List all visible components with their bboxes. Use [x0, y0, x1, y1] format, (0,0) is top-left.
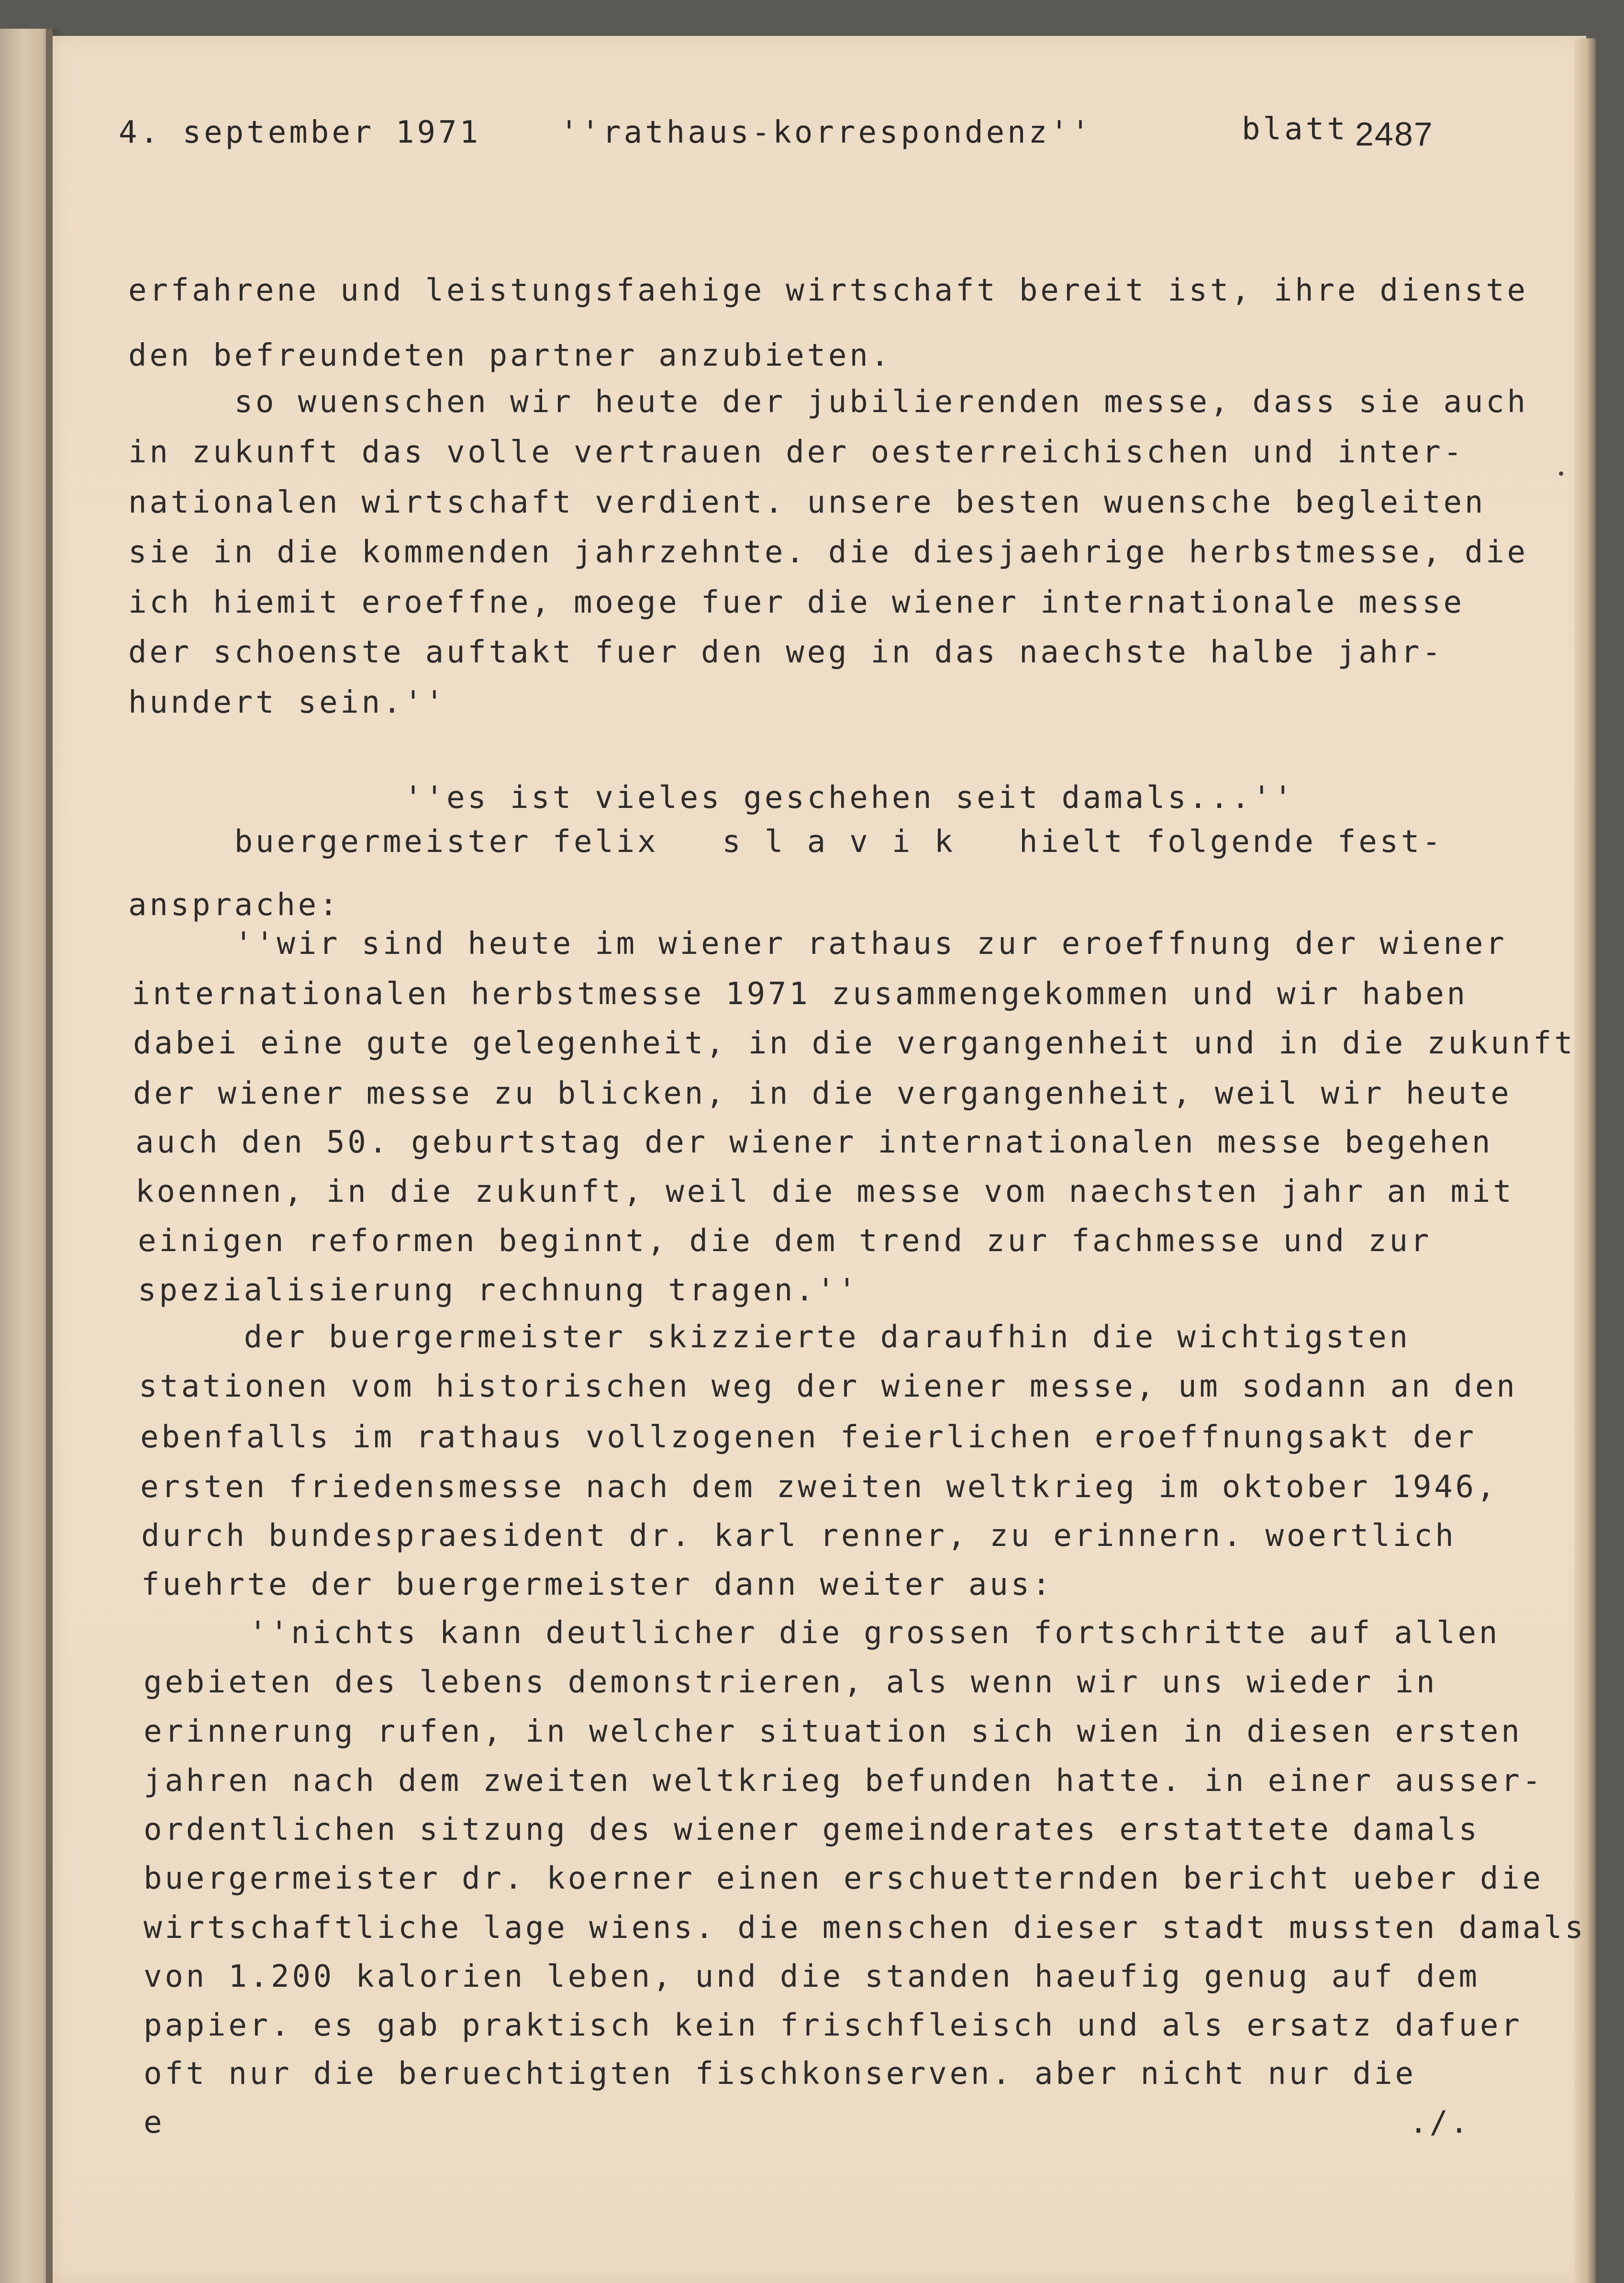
body-line: internationalen herbstmesse 1971 zusammengekommen und wir haben [132, 976, 1468, 1012]
body-line: buergermeister dr. koerner einen erschuetternden bericht ueber die [144, 1861, 1544, 1896]
body-line: ersten friedensmesse nach dem zweiten weltkrieg im oktober 1946, [140, 1469, 1498, 1505]
body-line: in zukunft das volle vertrauen der oesterreichischen und inter- [128, 435, 1465, 470]
body-line: hundert sein.'' [128, 685, 446, 720]
header-sheet-number: 2487 [1355, 115, 1434, 153]
body-line: ich hiemit eroeffne, moege fuer die wiener internationale messe [128, 585, 1465, 620]
body-line: stationen vom historischen weg der wiener messe, um sodann an den [139, 1369, 1518, 1404]
header-sheet-label: blatt [1242, 112, 1348, 147]
body-line: jahren nach dem zweiten weltkrieg befunden hatte. in einer ausser- [144, 1763, 1544, 1799]
body-line: erfahrene und leistungsfaehige wirtschaft bereit ist, ihre dienste [128, 273, 1528, 308]
body-line: von 1.200 kalorien leben, und die standen haeufig genug auf dem [144, 1959, 1480, 1994]
body-line: den befreundeten partner anzubieten. [128, 338, 892, 373]
body-line: papier. es gab praktisch kein frischfleisch und als ersatz dafuer [144, 2008, 1523, 2043]
body-line: ansprache: [128, 887, 341, 923]
body-line: so wuenschen wir heute der jubilierenden messe, dass sie auch [128, 384, 1528, 420]
body-line: der schoenste auftakt fuer den weg in das naechste halbe jahr- [128, 635, 1444, 670]
body-line: ''wir sind heute im wiener rathaus zur eroeffnung der wiener [128, 926, 1507, 962]
section-heading: ''es ist vieles geschehen seit damals...'' [128, 780, 1295, 816]
body-line: ordentlichen sitzung des wiener gemeinderates erstattete damals [144, 1812, 1480, 1847]
body-line: einigen reformen beginnt, die dem trend zur fachmesse und zur [138, 1223, 1432, 1259]
body-line: oft nur die beruechtigten fischkonserven. aber nicht nur die [144, 2056, 1416, 2092]
header-date: 4. september 1971 [119, 115, 481, 150]
body-line: wirtschaftliche lage wiens. die menschen dieser stadt mussten damals [144, 1910, 1586, 1946]
body-line: buergermeister felix s l a v i k hielt folgende fest- [128, 824, 1444, 860]
body-line: der wiener messe zu blicken, in die vergangenheit, weil wir heute [133, 1076, 1512, 1111]
continuation-mark: ./. [1409, 2105, 1470, 2140]
paper-speck [1559, 471, 1563, 476]
body-line: ''nichts kann deutlicher die grossen fortschritte auf allen [143, 1615, 1501, 1651]
body-line: spezialisierung rechnung tragen.'' [138, 1273, 859, 1308]
body-line: erinnerung rufen, in welcher situation sich wien in diesen ersten [144, 1714, 1523, 1749]
body-line: durch bundespraesident dr. karl renner, zu erinnern. woertlich [141, 1518, 1457, 1554]
body-line: auch den 50. geburtstag der wiener internationalen messe begehen [135, 1125, 1493, 1160]
body-line: fuehrte der buergermeister dann weiter aus: [141, 1567, 1054, 1602]
body-line: gebieten des lebens demonstrieren, als wenn wir uns wieder in [144, 1665, 1438, 1700]
header-publication: ''rathaus-korrespondenz'' [560, 115, 1093, 150]
body-line: nationalen wirtschaft verdient. unsere besten wuensche begleiten [128, 485, 1486, 520]
footer-initial: e [144, 2105, 162, 2140]
body-line: koennen, in die zukunft, weil die messe vom naechsten jahr an mit [135, 1174, 1514, 1209]
body-line: dabei eine gute gelegenheit, in die vergangenheit und in die zukunft [133, 1026, 1576, 1061]
body-line: sie in die kommenden jahrzehnte. die diesjaehrige herbstmesse, die [128, 535, 1528, 570]
body-line: ebenfalls im rathaus vollzogenen feierlichen eroeffnungsakt der [140, 1420, 1477, 1455]
body-line: der buergermeister skizzierte daraufhin die wichtigsten [138, 1320, 1411, 1355]
